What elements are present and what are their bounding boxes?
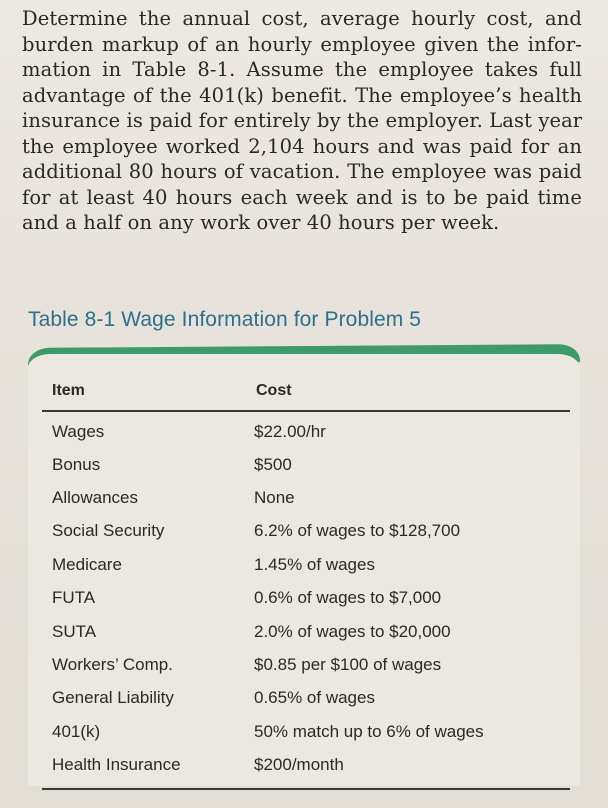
problem-line: Determine the annual cost, average hourly cost, and xyxy=(22,7,582,30)
problem-line: and a half on any work over 40 hours per week. xyxy=(22,211,500,234)
wage-table xyxy=(28,346,580,786)
row-item: SUTA xyxy=(52,622,97,641)
problem-line: for at least 40 hours each week and is to be paid time xyxy=(22,185,582,209)
row-cost: $500 xyxy=(254,455,292,474)
row-cost: 50% match up to 6% of wages xyxy=(254,722,484,741)
table-title: Table 8-1 Wage Information for Problem 5 xyxy=(28,308,422,331)
problem-statement xyxy=(22,6,582,236)
table-row xyxy=(28,655,580,688)
table-row xyxy=(28,455,580,488)
row-item: Bonus xyxy=(52,455,101,474)
problem-line: additional 80 hours of vacation. The employee was paid xyxy=(22,160,582,183)
column-header-item: Item xyxy=(52,382,85,399)
table-row xyxy=(28,622,580,655)
problem-line: advantage of the 401(k) benefit. The employee’s health xyxy=(22,83,582,107)
row-cost: $200/month xyxy=(254,755,344,774)
row-item: Allowances xyxy=(52,488,138,507)
table-row xyxy=(28,488,580,521)
row-cost: $22.00/hr xyxy=(254,422,326,441)
row-item: Health Insurance xyxy=(52,755,181,774)
row-item: Workers’ Comp. xyxy=(52,655,173,674)
table-body xyxy=(28,354,580,786)
row-item: Wages xyxy=(52,422,105,441)
table-row xyxy=(28,755,580,788)
table-row xyxy=(28,555,580,588)
table-row xyxy=(28,722,580,755)
table-row xyxy=(28,688,580,721)
row-item: FUTA xyxy=(52,588,96,607)
row-cost: 1.45% of wages xyxy=(254,555,375,574)
header-divider xyxy=(42,410,570,412)
column-header-cost: Cost xyxy=(256,382,292,399)
row-cost: 2.0% of wages to $20,000 xyxy=(254,622,451,641)
row-cost: 6.2% of wages to $128,700 xyxy=(254,521,461,540)
row-item: Medicare xyxy=(52,555,122,574)
row-cost: $0.85 per $100 of wages xyxy=(254,655,442,674)
table-row xyxy=(28,588,580,621)
row-item: General Liability xyxy=(52,688,174,707)
row-item: 401(k) xyxy=(52,722,101,741)
table-row xyxy=(28,521,580,554)
row-cost: None xyxy=(254,488,295,507)
table-row xyxy=(28,422,580,455)
problem-line: burden markup of an hourly employee given the infor- xyxy=(22,32,582,56)
row-cost: 0.65% of wages xyxy=(254,688,375,707)
problem-line: mation in Table 8-1. Assume the employee takes full xyxy=(22,58,582,81)
table-bottom-rule xyxy=(42,788,570,790)
row-cost: 0.6% of wages to $7,000 xyxy=(254,588,442,607)
row-item: Social Security xyxy=(52,521,165,540)
problem-line: insurance is paid for entirely by the employer. Last year xyxy=(22,109,583,132)
problem-line: the employee worked 2,104 hours and was paid for an xyxy=(22,134,582,158)
